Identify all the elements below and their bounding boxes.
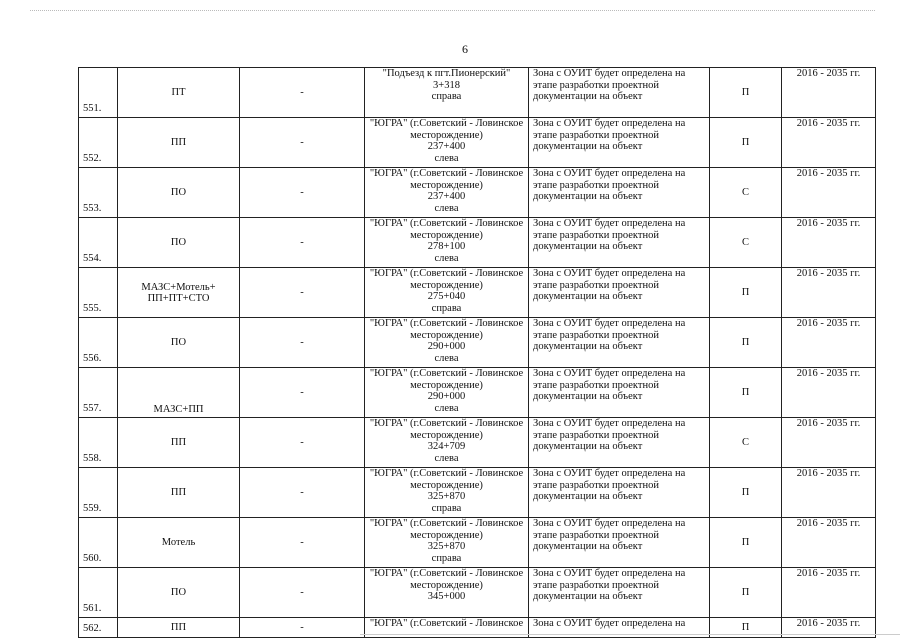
road-location-line: слева: [434, 152, 459, 164]
implementation-period: 2016 - 2035 гг.: [782, 318, 876, 368]
zone-note-line: этапе разработки проектной: [533, 229, 659, 241]
road-location-line: месторождение): [410, 529, 483, 541]
implementation-period: 2016 - 2035 гг.: [782, 368, 876, 418]
row-number: 562.: [79, 618, 118, 638]
table-row: [79, 568, 876, 618]
zone-note-line: Зона с ОУИТ будет определена на: [533, 68, 686, 79]
row-number: 555.: [79, 268, 118, 318]
object-type: ПП: [118, 618, 240, 638]
row-number: 557.: [79, 368, 118, 418]
road-location-line: 275+040: [427, 291, 466, 302]
object-type: МАЗС+ПП: [118, 368, 240, 418]
empty-value-dash: -: [240, 268, 365, 318]
zone-note-line: Зона с ОУИТ будет определена на: [533, 618, 686, 629]
implementation-period: 2016 - 2035 гг.: [782, 218, 876, 268]
table-row: [79, 368, 876, 418]
road-location-line: месторождение): [410, 179, 483, 191]
road-location-line: 325+870: [427, 541, 466, 552]
road-location-line: справа: [431, 91, 462, 102]
road-location-line: слева: [434, 252, 459, 264]
zone-note: [529, 368, 710, 418]
table-row: [79, 418, 876, 468]
object-type-line: ПП+ПТ+СТО: [147, 292, 210, 304]
zone-note-line: этапе разработки проектной: [533, 79, 659, 91]
page-number: 6: [462, 42, 468, 56]
zone-note-line: документации на объект: [533, 591, 643, 602]
implementation-period: 2016 - 2035 гг.: [782, 268, 876, 318]
zone-note-line: Зона с ОУИТ будет определена на: [533, 218, 686, 229]
zone-note: [529, 168, 710, 218]
zone-note-line: Зона с ОУИТ будет определена на: [533, 568, 686, 579]
road-location-line: месторождение): [410, 279, 483, 291]
zone-note-line: этапе разработки проектной: [533, 279, 659, 291]
road-location-line: месторождение): [410, 229, 483, 241]
zone-note-line: документации на объект: [533, 491, 643, 502]
road-location: [365, 218, 529, 268]
road-location-line: 3+318: [433, 79, 460, 91]
empty-value-dash: -: [240, 368, 365, 418]
road-location-line: месторождение): [410, 479, 483, 491]
road-location-line: 325+870: [427, 491, 466, 502]
road-location-line: "ЮГРА" (г.Советский - Ловинское: [369, 168, 524, 179]
road-location: [365, 468, 529, 518]
empty-value-dash: -: [240, 518, 365, 568]
zone-note: [529, 68, 710, 118]
table-row: [79, 218, 876, 268]
object-type: [118, 268, 240, 318]
road-location: [365, 168, 529, 218]
implementation-period: 2016 - 2035 гг.: [782, 68, 876, 118]
road-location-line: "ЮГРА" (г.Советский - Ловинское: [369, 368, 524, 379]
zone-note: [529, 418, 710, 468]
road-location-line: "ЮГРА" (г.Советский - Ловинское: [369, 268, 524, 279]
empty-value-dash: -: [240, 418, 365, 468]
implementation-period: 2016 - 2035 гг.: [782, 168, 876, 218]
table-row: [79, 518, 876, 568]
category-code: П: [710, 268, 782, 318]
zone-note-line: документации на объект: [533, 191, 643, 202]
implementation-period: 2016 - 2035 гг.: [782, 568, 876, 618]
zone-note-line: документации на объект: [533, 541, 643, 552]
category-code: П: [710, 468, 782, 518]
row-number: 561.: [79, 568, 118, 618]
road-location-line: "ЮГРА" (г.Советский - Ловинское: [369, 218, 524, 229]
category-code: С: [710, 168, 782, 218]
object-type: ПТ: [118, 68, 240, 118]
table-row: [79, 318, 876, 368]
empty-value-dash: -: [240, 218, 365, 268]
zone-note-line: этапе разработки проектной: [533, 129, 659, 141]
road-location-line: 237+400: [427, 191, 466, 202]
zone-note-line: этапе разработки проектной: [533, 579, 659, 591]
road-location-line: слева: [434, 452, 459, 464]
road-location-line: "ЮГРА" (г.Советский - Ловинское: [369, 118, 524, 129]
empty-value-dash: -: [240, 68, 365, 118]
zone-note-line: Зона с ОУИТ будет определена на: [533, 318, 686, 329]
road-location-line: месторождение): [410, 429, 483, 441]
object-type: ПО: [118, 318, 240, 368]
object-type: ПП: [118, 468, 240, 518]
zone-note-line: документации на объект: [533, 441, 643, 452]
objects-table: [78, 67, 876, 638]
category-code: С: [710, 418, 782, 468]
road-location-line: 345+000: [427, 591, 466, 602]
road-location-line: справа: [431, 552, 462, 564]
road-location-line: месторождение): [410, 579, 483, 591]
object-type: ПО: [118, 168, 240, 218]
zone-note-line: Зона с ОУИТ будет определена на: [533, 168, 686, 179]
road-location-line: 237+400: [427, 141, 466, 152]
implementation-period: 2016 - 2035 гг.: [782, 468, 876, 518]
scan-edge-artifact: [30, 10, 875, 11]
empty-value-dash: -: [240, 318, 365, 368]
row-number: 558.: [79, 418, 118, 468]
zone-note-line: документации на объект: [533, 291, 643, 302]
zone-note: [529, 268, 710, 318]
road-location-line: месторождение): [410, 379, 483, 391]
road-location-line: "ЮГРА" (г.Советский - Ловинское: [369, 618, 524, 629]
object-type: Мотель: [118, 518, 240, 568]
road-location-line: "ЮГРА" (г.Советский - Ловинское: [369, 568, 524, 579]
zone-note-line: Зона с ОУИТ будет определена на: [533, 118, 686, 129]
implementation-period: 2016 - 2035 гг.: [782, 418, 876, 468]
road-location: [365, 368, 529, 418]
empty-value-dash: -: [240, 568, 365, 618]
row-number: 553.: [79, 168, 118, 218]
zone-note-line: этапе разработки проектной: [533, 379, 659, 391]
road-location-line: слева: [434, 402, 459, 414]
zone-note-line: этапе разработки проектной: [533, 479, 659, 491]
zone-note-line: этапе разработки проектной: [533, 429, 659, 441]
zone-note-line: документации на объект: [533, 141, 643, 152]
row-number: 559.: [79, 468, 118, 518]
table-row: [79, 268, 876, 318]
road-location-line: "ЮГРА" (г.Советский - Ловинское: [369, 418, 524, 429]
zone-note-line: Зона с ОУИТ будет определена на: [533, 468, 686, 479]
empty-value-dash: -: [240, 468, 365, 518]
category-code: П: [710, 318, 782, 368]
road-location-line: "ЮГРА" (г.Советский - Ловинское: [369, 468, 524, 479]
zone-note: [529, 218, 710, 268]
category-code: П: [710, 618, 782, 638]
category-code: П: [710, 68, 782, 118]
category-code: С: [710, 218, 782, 268]
road-location-line: справа: [431, 502, 462, 514]
road-location-line: 290+000: [427, 341, 466, 352]
road-location: [365, 318, 529, 368]
zone-note: [529, 468, 710, 518]
road-location-line: "Подъезд к пгт.Пионерский": [382, 68, 511, 79]
implementation-period: 2016 - 2035 гг.: [782, 518, 876, 568]
object-type: ПП: [118, 118, 240, 168]
zone-note: [529, 318, 710, 368]
road-location-line: 278+100: [427, 241, 466, 252]
road-location-line: месторождение): [410, 129, 483, 141]
scan-edge-artifact: [360, 634, 900, 635]
object-type-line: МАЗС+Мотель+: [141, 281, 216, 293]
road-location-line: справа: [431, 302, 462, 314]
zone-note-line: Зона с ОУИТ будет определена на: [533, 418, 686, 429]
zone-note-line: документации на объект: [533, 391, 643, 402]
category-code: П: [710, 368, 782, 418]
road-location: [365, 268, 529, 318]
zone-note-line: этапе разработки проектной: [533, 179, 659, 191]
road-location: [365, 118, 529, 168]
zone-note-line: Зона с ОУИТ будет определена на: [533, 518, 686, 529]
empty-value-dash: -: [240, 118, 365, 168]
category-code: П: [710, 568, 782, 618]
category-code: П: [710, 518, 782, 568]
object-type: ПО: [118, 568, 240, 618]
empty-value-dash: -: [240, 168, 365, 218]
table-row: [79, 118, 876, 168]
category-code: П: [710, 118, 782, 168]
zone-note-line: Зона с ОУИТ будет определена на: [533, 268, 686, 279]
road-location-line: месторождение): [410, 329, 483, 341]
row-number: 551.: [79, 68, 118, 118]
road-location-line: слева: [434, 352, 459, 364]
table-row: [79, 168, 876, 218]
road-location-line: 324+709: [427, 441, 466, 452]
zone-note-line: этапе разработки проектной: [533, 329, 659, 341]
table-row: [79, 68, 876, 118]
road-location-line: "ЮГРА" (г.Советский - Ловинское: [369, 318, 524, 329]
table-row: [79, 468, 876, 518]
implementation-period: 2016 - 2035 гг.: [782, 118, 876, 168]
empty-value-dash: -: [240, 618, 365, 638]
zone-note-line: Зона с ОУИТ будет определена на: [533, 368, 686, 379]
zone-note-line: документации на объект: [533, 341, 643, 352]
zone-note: [529, 518, 710, 568]
road-location: [365, 568, 529, 618]
zone-note: [529, 118, 710, 168]
zone-note: [529, 568, 710, 618]
object-type: ПП: [118, 418, 240, 468]
object-type: ПО: [118, 218, 240, 268]
road-location: [365, 518, 529, 568]
zone-note-line: документации на объект: [533, 241, 643, 252]
road-location: [365, 418, 529, 468]
table-body: [79, 68, 876, 638]
implementation-period: 2016 - 2035 гг.: [782, 618, 876, 638]
row-number: 552.: [79, 118, 118, 168]
zone-note-line: этапе разработки проектной: [533, 529, 659, 541]
road-location-line: слева: [434, 202, 459, 214]
road-location-line: "ЮГРА" (г.Советский - Ловинское: [369, 518, 524, 529]
row-number: 556.: [79, 318, 118, 368]
zone-note-line: документации на объект: [533, 91, 643, 102]
row-number: 554.: [79, 218, 118, 268]
road-location-line: 290+000: [427, 391, 466, 402]
road-location: [365, 68, 529, 118]
row-number: 560.: [79, 518, 118, 568]
